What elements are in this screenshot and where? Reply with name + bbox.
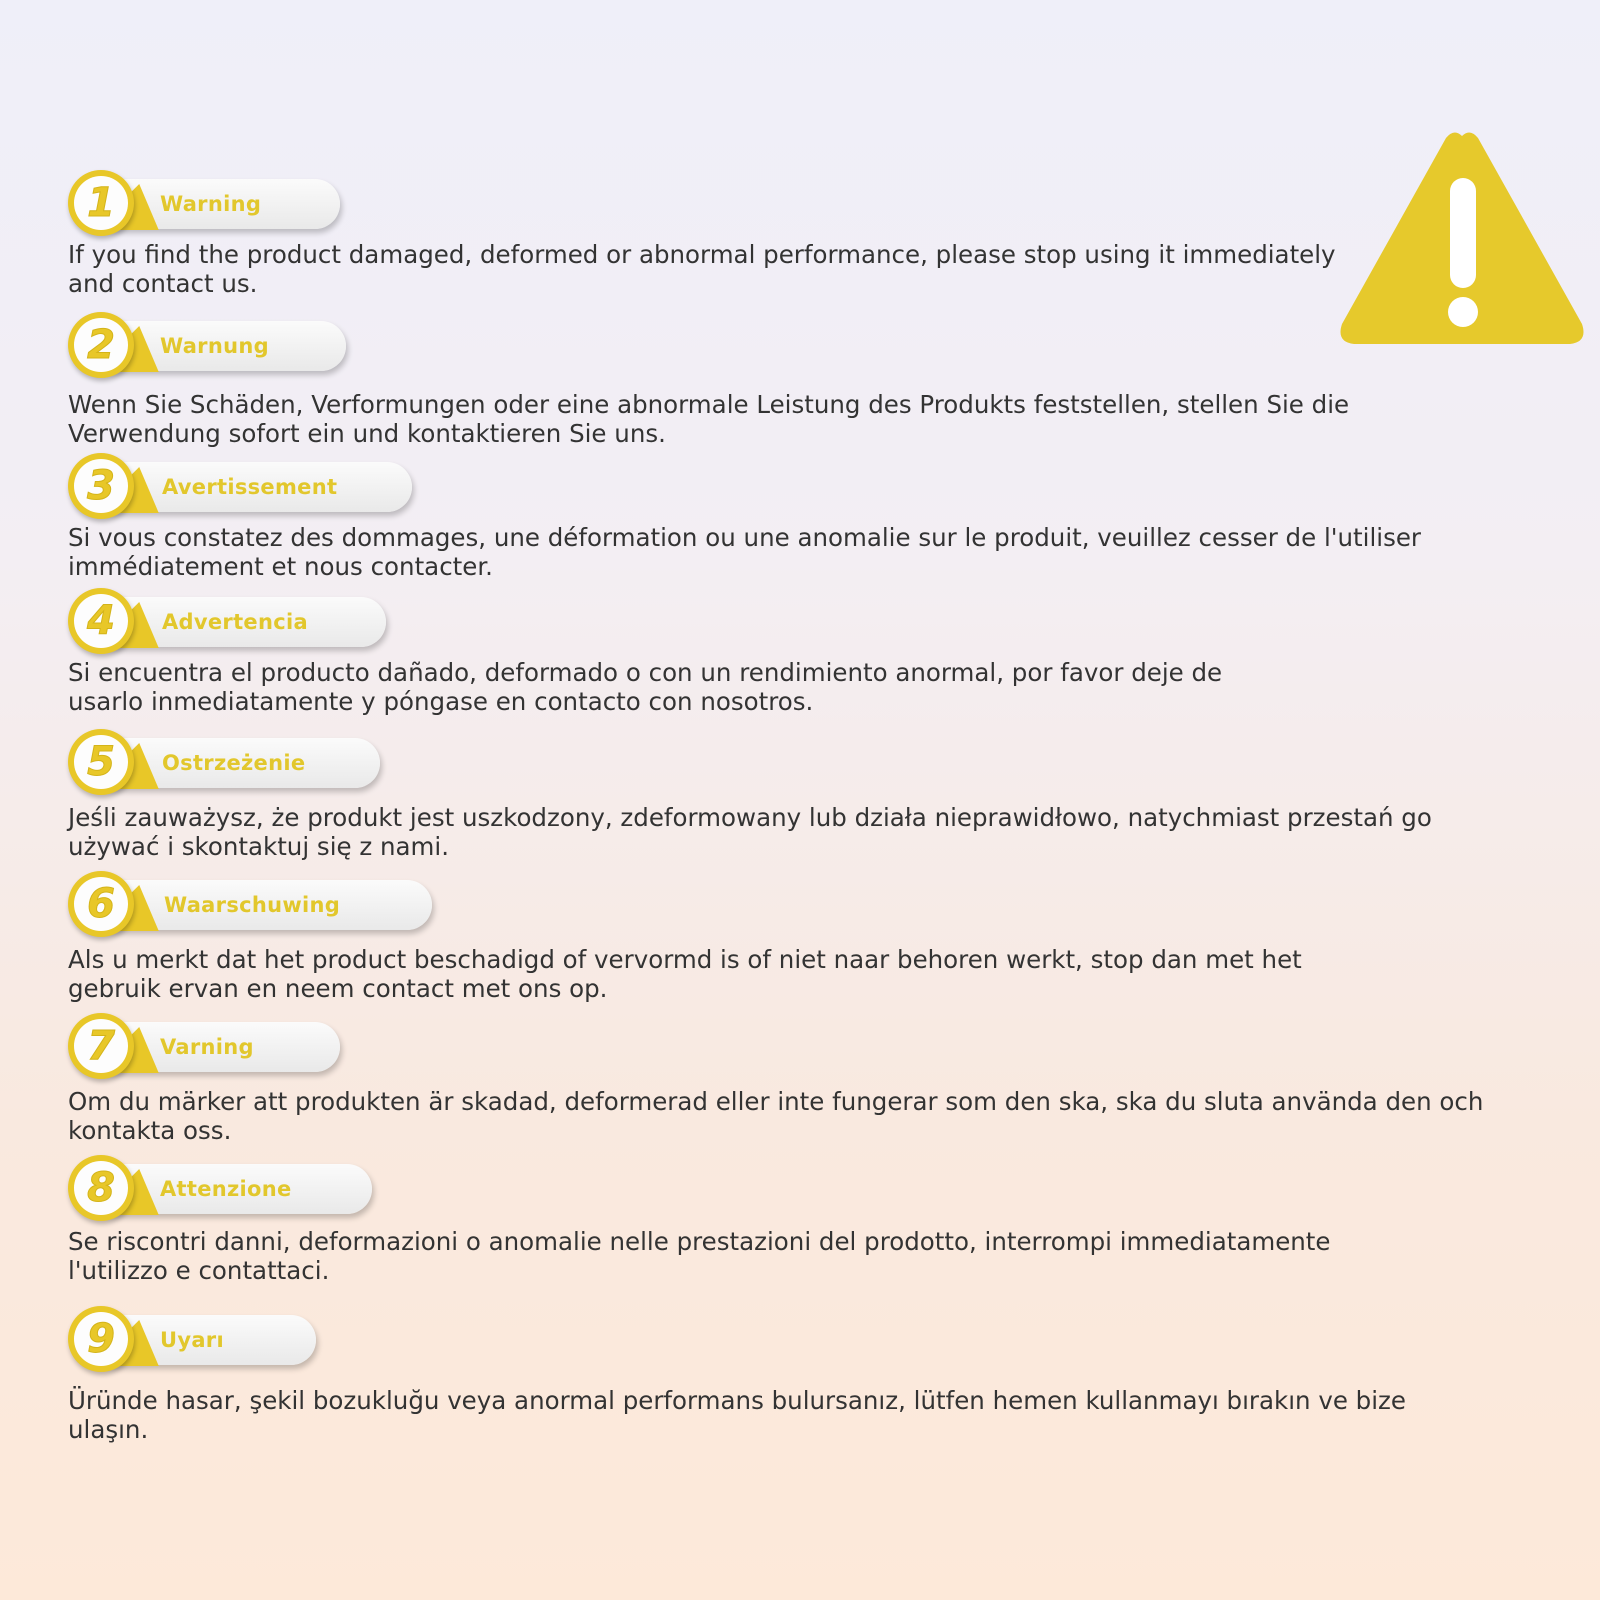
number-badge <box>68 729 1488 795</box>
warning-item-3 <box>68 453 1488 581</box>
number-badge <box>68 588 1488 654</box>
warning-item-1 <box>68 170 1488 298</box>
number-badge <box>68 453 1488 519</box>
warning-text: Üründe hasar, şekil bozukluğu veya anormal performans bulursanız, lütfen hemen kullanmayı bırakın ve bize ulaşın. <box>68 1386 1406 1444</box>
warning-item-4 <box>68 588 1488 716</box>
badge-number: 6 <box>87 881 115 927</box>
warning-item-2 <box>68 312 1488 448</box>
warning-triangle-icon <box>1338 128 1586 350</box>
badge-label: Warning <box>160 192 262 216</box>
badge-number: 2 <box>87 322 115 368</box>
number-badge <box>68 170 1488 236</box>
warning-text: Wenn Sie Schäden, Verformungen oder eine abnormale Leistung des Produkts feststellen, stellen Sie die Verwendung sofort ein und kontaktieren Sie uns. <box>68 390 1350 448</box>
badge-label: Uyarı <box>160 1328 224 1352</box>
badge-label: Varning <box>160 1035 254 1059</box>
badge-number: 7 <box>87 1023 115 1069</box>
warning-item-8 <box>68 1155 1488 1285</box>
badge-label: Ostrzeżenie <box>162 751 306 775</box>
badge-number: 4 <box>87 598 115 644</box>
number-badge <box>68 1306 1488 1372</box>
badge-number: 8 <box>87 1165 115 1211</box>
number-badge <box>68 871 1488 937</box>
badge-label: Avertissement <box>162 475 338 499</box>
badge-number: 1 <box>87 180 115 226</box>
warning-text: Se riscontri danni, deformazioni o anomalie nelle prestazioni del prodotto, interrompi immediatamente l'utilizzo e contattaci. <box>68 1227 1331 1285</box>
badge-number: 5 <box>87 739 115 785</box>
warning-text: Jeśli zauważysz, że produkt jest uszkodzony, zdeformowany lub działa nieprawidłowo, natychmiast przestań go używać i skontaktuj się z nami. <box>68 803 1432 861</box>
badge-label: Waarschuwing <box>164 893 341 917</box>
warning-item-6 <box>68 871 1488 1003</box>
warning-text: Om du märker att produkten är skadad, deformerad eller inte fungerar som den ska, ska du sluta använda den och kontakta oss. <box>68 1087 1484 1145</box>
warning-text: Als u merkt dat het product beschadigd of vervormd is of niet naar behoren werkt, stop dan met het gebruik ervan en neem contact met ons op. <box>68 945 1302 1003</box>
number-badge <box>68 1155 1488 1221</box>
badge-label: Warnung <box>160 334 269 358</box>
badge-label: Advertencia <box>162 610 308 634</box>
warning-text: Si encuentra el producto dañado, deformado o con un rendimiento anormal, por favor deje de usarlo inmediatamente y póngase en contacto con nosotros. <box>68 658 1223 716</box>
warning-text: Si vous constatez des dommages, une déformation ou une anomalie sur le produit, veuillez cesser de l'utiliser immédiatement et nous contacter. <box>68 523 1421 581</box>
badge-number: 3 <box>87 463 115 509</box>
badge-number: 9 <box>87 1316 115 1362</box>
warning-item-7 <box>68 1013 1488 1145</box>
warning-item-5 <box>68 729 1488 861</box>
warning-item-9 <box>68 1306 1488 1444</box>
badge-label: Attenzione <box>160 1177 292 1201</box>
warning-text: If you find the product damaged, deformed or abnormal performance, please stop using it immediately and contact us. <box>68 240 1336 298</box>
number-badge <box>68 312 1488 378</box>
number-badge <box>68 1013 1488 1079</box>
